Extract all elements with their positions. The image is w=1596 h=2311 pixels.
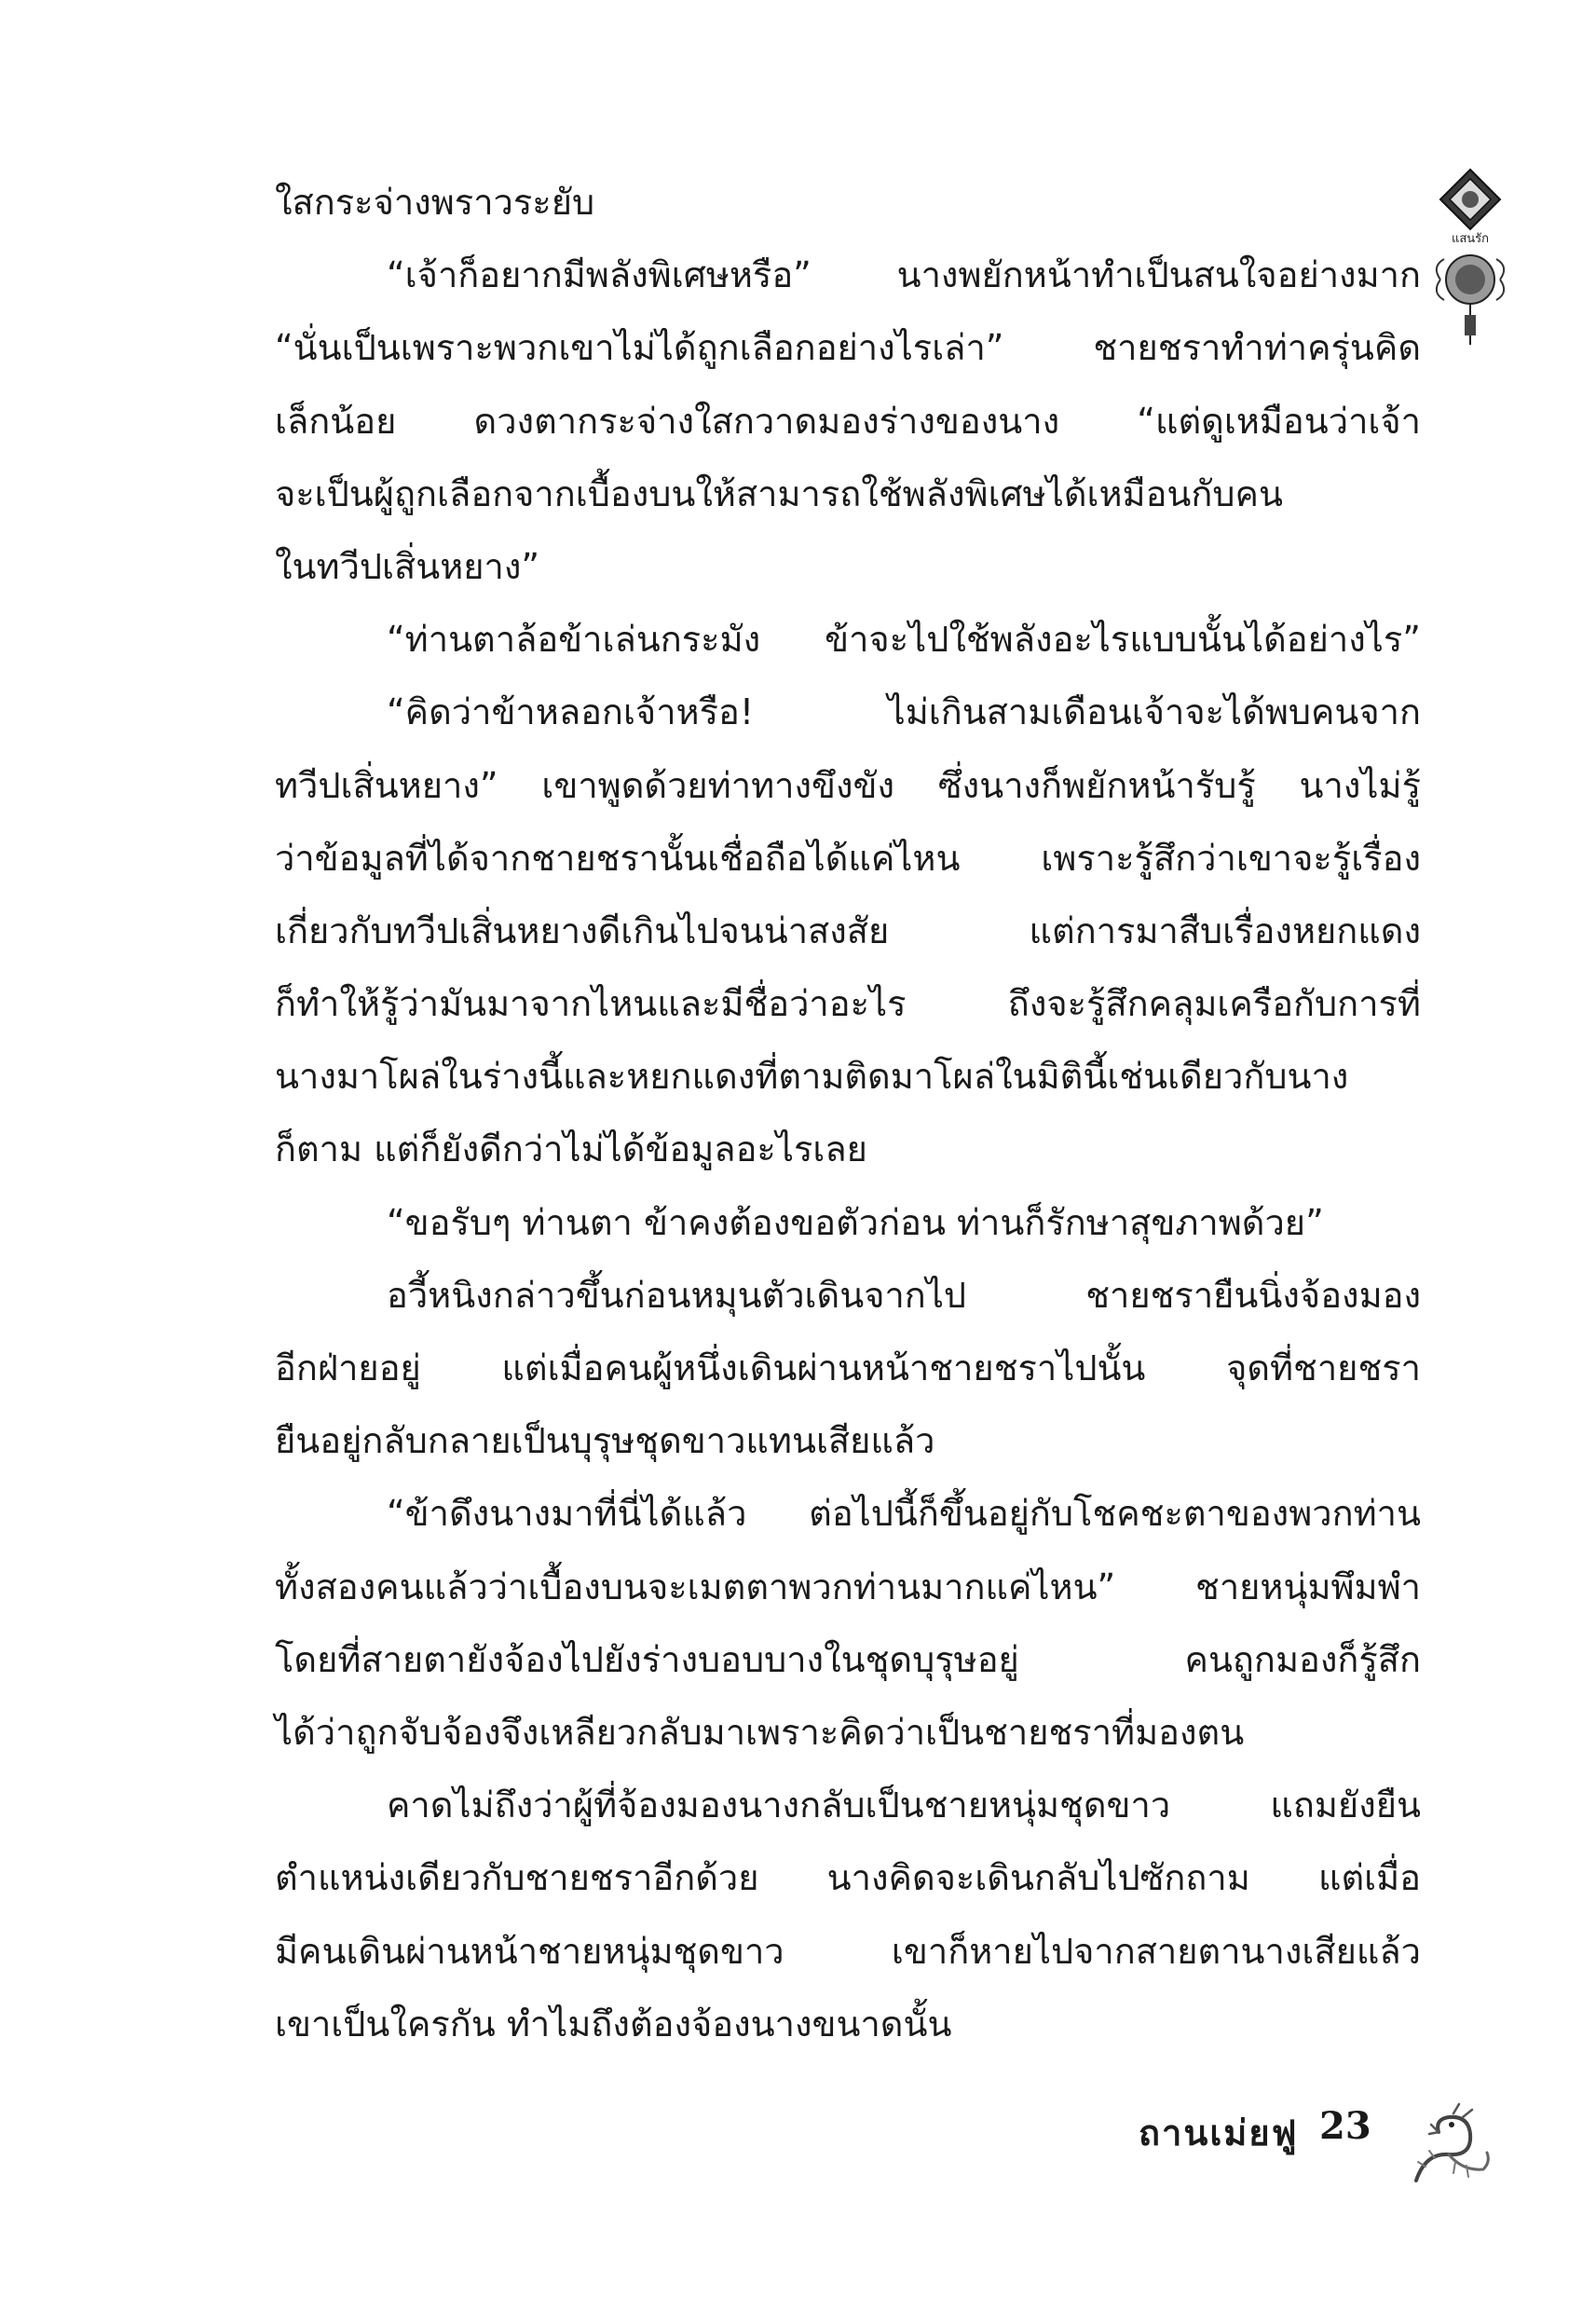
text-line-2: “เจ้าก็อยากมีพลังพิเศษหรือ” นางพยักหน้าทำเป็นสนใจอย่างมาก [387, 254, 1421, 296]
text-line-26: เขาเป็นใครกัน ทำไมถึงต้องจ้องนางขนาดนั้น [275, 2003, 952, 2044]
text-line-22: ได้ว่าถูกจับจ้องจึงเหลียวกลับมาเพราะคิดว่าเป็นชายชราที่มองตน [275, 1711, 1245, 1753]
text-line-9: ทวีปเสิ่นหยาง” เขาพูดด้วยท่าทางขึงขัง ซึ่งนางก็พยักหน้ารับรู้ นางไม่รู้ [275, 764, 1421, 806]
text-line-19: “ข้าดึงนางมาที่นี่ได้แล้ว ต่อไปนี้ก็ขึ้นอยู่กับโชคชะตาของพวกท่าน [387, 1493, 1421, 1535]
text-line-25: มีคนเดินผ่านหน้าชายหนุ่มชุดขาว เขาก็หายไปจากสายตานางเสียแล้ว [275, 1930, 1421, 1972]
text-line-8: “คิดว่าข้าหลอกเจ้าหรือ! ไม่เกินสามเดือนเจ้าจะได้พบคนจาก [387, 691, 1421, 733]
text-line-20: ทั้งสองคนแล้วว่าเบื้องบนจะเมตตาพวกท่านมากแค่ไหน” ชายหนุ่มพึมพำ [275, 1566, 1421, 1607]
text-line-23: คาดไม่ถึงว่าผู้ที่จ้องมองนางกลับเป็นชายหนุ่มชุดขาว แถมยังยืน [387, 1785, 1421, 1826]
publisher-emblem-icon [1424, 166, 1517, 352]
text-line-3: “นั่นเป็นเพราะพวกเขาไม่ได้ถูกเลือกอย่างไรเล่า” ชายชราทำท่าครุ่นคิด [275, 327, 1421, 369]
text-line-24: ตำแหน่งเดียวกับชายชราอีกด้วย นางคิดจะเดินกลับไปซักถาม แต่เมื่อ [275, 1857, 1421, 1899]
text-line-12: ก็ทำให้รู้ว่ามันมาจากไหนและมีชื่อว่าอะไร ถึงจะรู้สึกคลุมเครือกับการที่ [275, 983, 1421, 1025]
text-line-15: “ขอรับๆ ท่านตา ข้าคงต้องขอตัวก่อน ท่านก็รักษาสุขภาพด้วย” [387, 1201, 1324, 1243]
emblem-label: แสนรัก [1451, 232, 1490, 246]
text-line-5: จะเป็นผู้ถูกเลือกจากเบื้องบนให้สามารถใช้พลังพิเศษได้เหมือนกับคน [275, 472, 1283, 514]
text-line-21: โดยที่สายตายังจ้องไปยังร่างบอบบางในชุดบุรุษอยู่ คนถูกมองก็รู้สึก [275, 1638, 1421, 1680]
text-line-11: เกี่ยวกับทวีปเสิ่นหยางดีเกินไปจนน่าสงสัย แต่การมาสืบเรื่องหยกแดง [275, 909, 1421, 951]
text-line-14: ก็ตาม แต่ก็ยังดีกว่าไม่ได้ข้อมูลอะไรเลย [275, 1128, 867, 1170]
text-line-6: ในทวีปเสิ่นหยาง” [275, 545, 540, 587]
text-line-1: ใสกระจ่างพราวระยับ [275, 182, 595, 223]
text-line-16: อวี้หนิงกล่าวขึ้นก่อนหมุนตัวเดินจากไป ชายชรายืนนิ่งจ้องมอง [387, 1274, 1421, 1316]
body-text [275, 166, 1421, 2060]
text-line-7: “ท่านตาล้อข้าเล่นกระมัง ข้าจะไปใช้พลังอะไรแบบนั้นได้อย่างไร” [387, 619, 1421, 661]
text-line-10: ว่าข้อมูลที่ได้จากชายชรานั้นเชื่อถือได้แค่ไหน เพราะรู้สึกว่าเขาจะรู้เรื่อง [275, 837, 1421, 879]
text-line-17: อีกฝ่ายอยู่ แต่เมื่อคนผู้หนึ่งเดินผ่านหน้าชายชราไปนั้น จุดที่ชายชรา [275, 1347, 1421, 1388]
text-line-4: เล็กน้อย ดวงตากระจ่างใสกวาดมองร่างของนาง “แต่ดูเหมือนว่าเจ้า [275, 400, 1421, 442]
book-title-footer: ถานเม่ยฟู [1139, 2112, 1299, 2154]
page-number: 23 [1319, 2104, 1371, 2148]
text-line-18: ยืนอยู่กลับกลายเป็นบุรุษชุดขาวแทนเสียแล้ว [275, 1420, 935, 1462]
text-line-13: นางมาโผล่ในร่างนี้และหยกแดงที่ตามติดมาโผล่ในมิตินี้เช่นเดียวกับนาง [275, 1056, 1349, 1098]
dragon-ornament-icon [1398, 2097, 1500, 2199]
